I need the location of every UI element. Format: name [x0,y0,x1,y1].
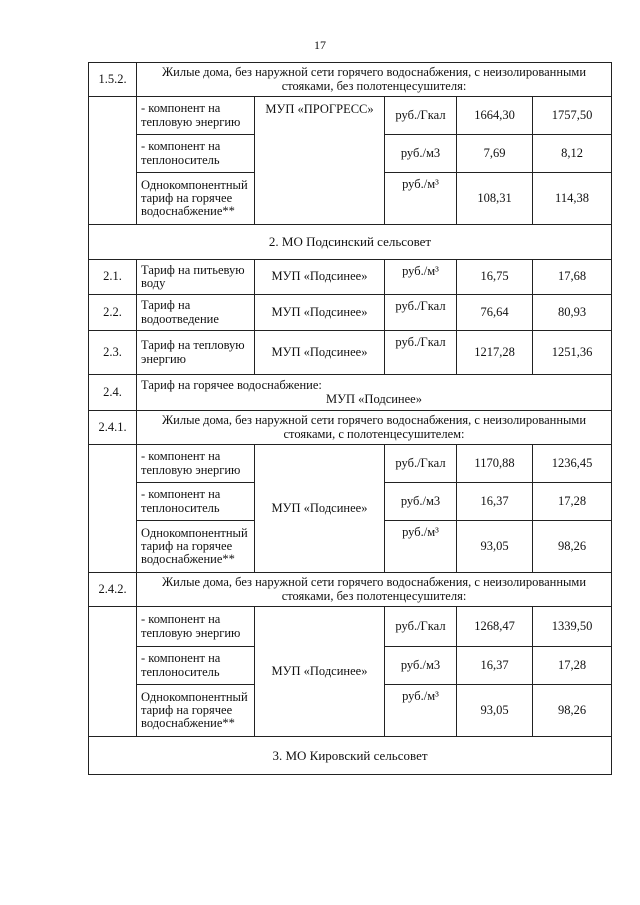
unit-cell: руб./м³ [385,685,457,737]
unit-cell: руб./м3 [385,647,457,685]
item-name: Тариф на водоотведение [137,295,255,331]
unit-cell: руб./Гкал [385,331,457,375]
row-2-4-2-heading [89,573,612,607]
value-cell: 17,28 [533,647,612,685]
table-row [89,331,612,375]
section-row [89,225,612,260]
row-heading-text: Жилые дома, без наружной сети горячего водоснабжения, с неизолированными стояками, без полотенцесушителя: [137,573,612,607]
table-row [89,260,612,295]
value-cell: 98,26 [533,685,612,737]
value-cell: 16,75 [457,260,533,295]
value-cell: 16,37 [457,483,533,521]
table-row [89,375,612,411]
organization-cell: МУП «ПРОГРЕСС» [255,97,385,225]
value-cell: 1251,36 [533,331,612,375]
row-heading-text: Жилые дома, без наружной сети горячего водоснабжения, с неизолированными стояками, с полотенцесушителем: [137,411,612,445]
unit-cell: руб./м3 [385,483,457,521]
unit-cell: руб./Гкал [385,295,457,331]
organization-cell: МУП «Подсинее» [255,445,385,573]
item-name: Тариф на тепловую энергию [137,331,255,375]
item-name: Однокомпонентный тариф на горячее водоснабжение** [137,521,255,573]
row-number: 2.4.1. [89,411,137,445]
row-2-4-1-heading [89,411,612,445]
page-number: 17 [314,38,326,52]
value-cell: 1170,88 [457,445,533,483]
value-cell: 16,37 [457,647,533,685]
organization-cell: МУП «Подсинее» [255,260,385,295]
item-name: - компонент на тепловую энергию [137,97,255,135]
value-cell: 1236,45 [533,445,612,483]
table-row [89,445,612,483]
unit-cell: руб./Гкал [385,445,457,483]
value-cell: 93,05 [457,685,533,737]
item-name: - компонент на теплоноситель [137,135,255,173]
organization-cell: МУП «Подсинее» [255,607,385,737]
section-title: 3. МО Кировский сельсовет [89,737,612,775]
row-number: 2.2. [89,295,137,331]
section-title: 2. МО Подсинский сельсовет [89,225,612,260]
section-row [89,737,612,775]
value-cell: 7,69 [457,135,533,173]
organization-cell: МУП «Подсинее» [255,295,385,331]
item-name: Однокомпонентный тариф на горячее водоснабжение** [137,173,255,225]
value-cell: 114,38 [533,173,612,225]
item-name: - компонент на теплоноситель [137,647,255,685]
item-name: - компонент на тепловую энергию [137,607,255,647]
item-name: Однокомпонентный тариф на горячее водоснабжение** [137,685,255,737]
value-cell: 1664,30 [457,97,533,135]
value-cell: 1757,50 [533,97,612,135]
value-cell: 76,64 [457,295,533,331]
row-1-5-2-heading [89,63,612,97]
value-cell: 8,12 [533,135,612,173]
value-cell: 108,31 [457,173,533,225]
row-number: 1.5.2. [89,63,137,97]
value-cell: 17,68 [533,260,612,295]
value-cell: 93,05 [457,521,533,573]
unit-cell: руб./м3 [385,135,457,173]
item-name: - компонент на тепловую энергию [137,445,255,483]
organization-cell: МУП «Подсинее» [255,331,385,375]
unit-cell: руб./Гкал [385,607,457,647]
value-cell: 1268,47 [457,607,533,647]
item-name: Тариф на питьевую воду [137,260,255,295]
item-name: - компонент на теплоноситель [137,483,255,521]
table-row [89,97,612,135]
unit-cell: руб./м³ [385,173,457,225]
row-number: 2.4. [89,375,137,411]
value-cell: 98,26 [533,521,612,573]
table-row [89,607,612,647]
value-cell: 1217,28 [457,331,533,375]
value-cell: 80,93 [533,295,612,331]
row-heading-text: Жилые дома, без наружной сети горячего водоснабжения, с неизолированными стояками, без полотенцесушителя: [137,63,612,97]
row-heading-text [137,375,612,411]
tariff-table [88,62,612,775]
empty-number-cell [89,97,137,225]
table-row [89,295,612,331]
row-number: 2.3. [89,331,137,375]
unit-cell: руб./м³ [385,521,457,573]
organization-label: МУП «Подсинее» [326,391,422,406]
value-cell: 1339,50 [533,607,612,647]
empty-number-cell [89,445,137,573]
unit-cell: руб./м³ [385,260,457,295]
row-number: 2.1. [89,260,137,295]
row-number: 2.4.2. [89,573,137,607]
unit-cell: руб./Гкал [385,97,457,135]
value-cell: 17,28 [533,483,612,521]
hot-water-tariff-label: Тариф на горячее водоснабжение: [141,378,322,393]
empty-number-cell [89,607,137,737]
